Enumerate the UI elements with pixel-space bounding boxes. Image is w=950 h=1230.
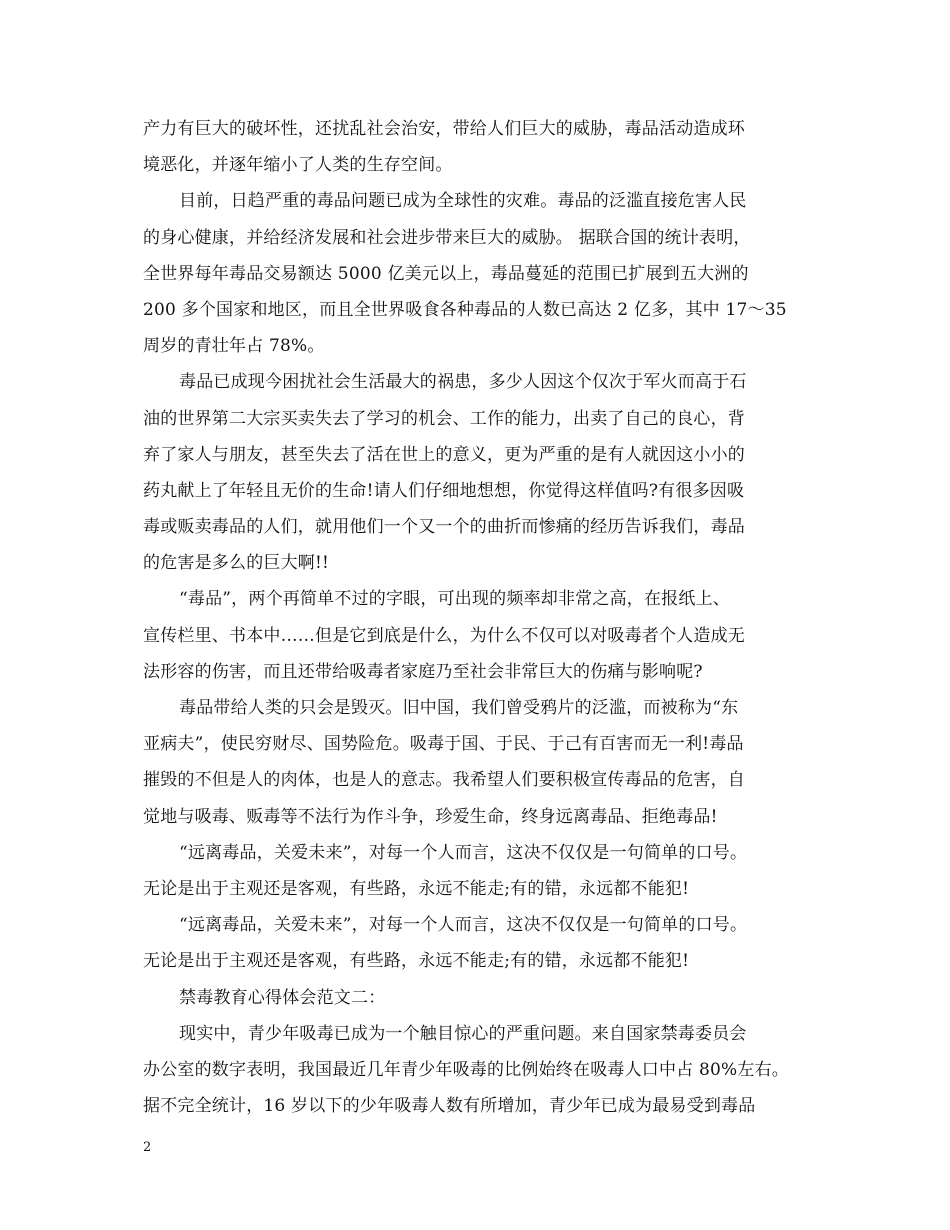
text-line: 200 多个国家和地区，而且全世界吸食各种毒品的人数已高达 2 亿多，其中 17～35 <box>143 299 787 320</box>
text-line: 觉地与吸毒、贩毒等不法行为作斗争，珍爱生命，终身远离毒品、拒绝毒品! <box>143 806 718 827</box>
text-line: 目前，日趋严重的毒品问题已成为全球性的灾难。毒品的泛滥直接危害人民 <box>179 191 747 212</box>
text-line: 境恶化，并逐年缩小了人类的生存空间。 <box>143 155 453 176</box>
text-line: 毒品已成现今困扰社会生活最大的祸患，多少人因这个仅次于军火而高于石 <box>179 372 747 393</box>
text-line: 毒品带给人类的只会是毁灭。旧中国，我们曾受鸦片的泛滥，而被称为“东 <box>179 698 739 718</box>
text-line: “远离毒品，关爱未来”，对每一个人而言，这决不仅仅是一句简单的口号。 <box>179 915 748 936</box>
text-line: 的身心健康，并给经济发展和社会进步带来巨大的威胁。 据联合国的统计表明， <box>143 227 751 248</box>
text-line: 办公室的数字表明，我国最近几年青少年吸毒的比例始终在吸毒人口中占 80%左右。 <box>143 1059 789 1080</box>
text-line: 法形容的伤害，而且还带给吸毒者家庭乃至社会非常巨大的伤痛与影响呢? <box>143 661 703 682</box>
text-line: 宣传栏里、书本中……但是它到底是什么，为什么不仅可以对吸毒者个人造成无 <box>143 625 745 646</box>
text-line: 的危害是多么的巨大啊!! <box>143 553 330 574</box>
text-line: 弃了家人与朋友，甚至失去了活在世上的意义，更为严重的是有人就因这小小的 <box>143 444 745 465</box>
text-line: “远离毒品，关爱未来”，对每一个人而言，这决不仅仅是一句简单的口号。 <box>179 842 748 863</box>
text-line: 摧毁的不但是人的肉体，也是人的意志。我希望人们要积极宣传毒品的危害，自 <box>143 770 745 791</box>
page-number: 2 <box>143 1140 152 1155</box>
text-line: 亚病夫”，使民穷财尽、国势险危。吸毒于国、于民、于己有百害而无一利!毒品 <box>143 734 744 755</box>
text-line: 周岁的青壮年占 78%。 <box>143 336 325 357</box>
text-line: 全世界每年毒品交易额达 5000 亿美元以上，毒品蔓延的范围已扩展到五大洲的 <box>143 263 749 284</box>
text-line: 据不完全统计，16 岁以下的少年吸毒人数有所增加，青少年已成为最易受到毒品 <box>143 1096 756 1117</box>
text-line: 油的世界第二大宗买卖失去了学习的机会、工作的能力，出卖了自己的良心，背 <box>143 408 745 429</box>
text-line: 禁毒教育心得体会范文二： <box>179 987 386 1008</box>
text-line: 毒或贩卖毒品的人们，就用他们一个又一个的曲折而惨痛的经历告诉我们，毒品 <box>143 517 745 538</box>
text-line: 现实中，青少年吸毒已成为一个触目惊心的严重问题。来自国家禁毒委员会 <box>179 1023 747 1044</box>
text-line: 药丸献上了年轻且无价的生命!请人们仔细地想想，你觉得这样值吗?有很多因吸 <box>143 480 745 501</box>
body-text <box>143 111 811 1124</box>
text-line: 无论是出于主观还是客观，有些路，永远不能走;有的错，永远都不能犯! <box>143 878 690 899</box>
text-line: 无论是出于主观还是客观，有些路，永远不能走;有的错，永远都不能犯! <box>143 951 690 972</box>
text-line: “毒品”，两个再简单不过的字眼，可出现的频率却非常之高，在报纸上、 <box>179 589 730 610</box>
text-line: 产力有巨大的破坏性，还扰乱社会治安，带给人们巨大的威胁，毒品活动造成环 <box>143 119 745 139</box>
